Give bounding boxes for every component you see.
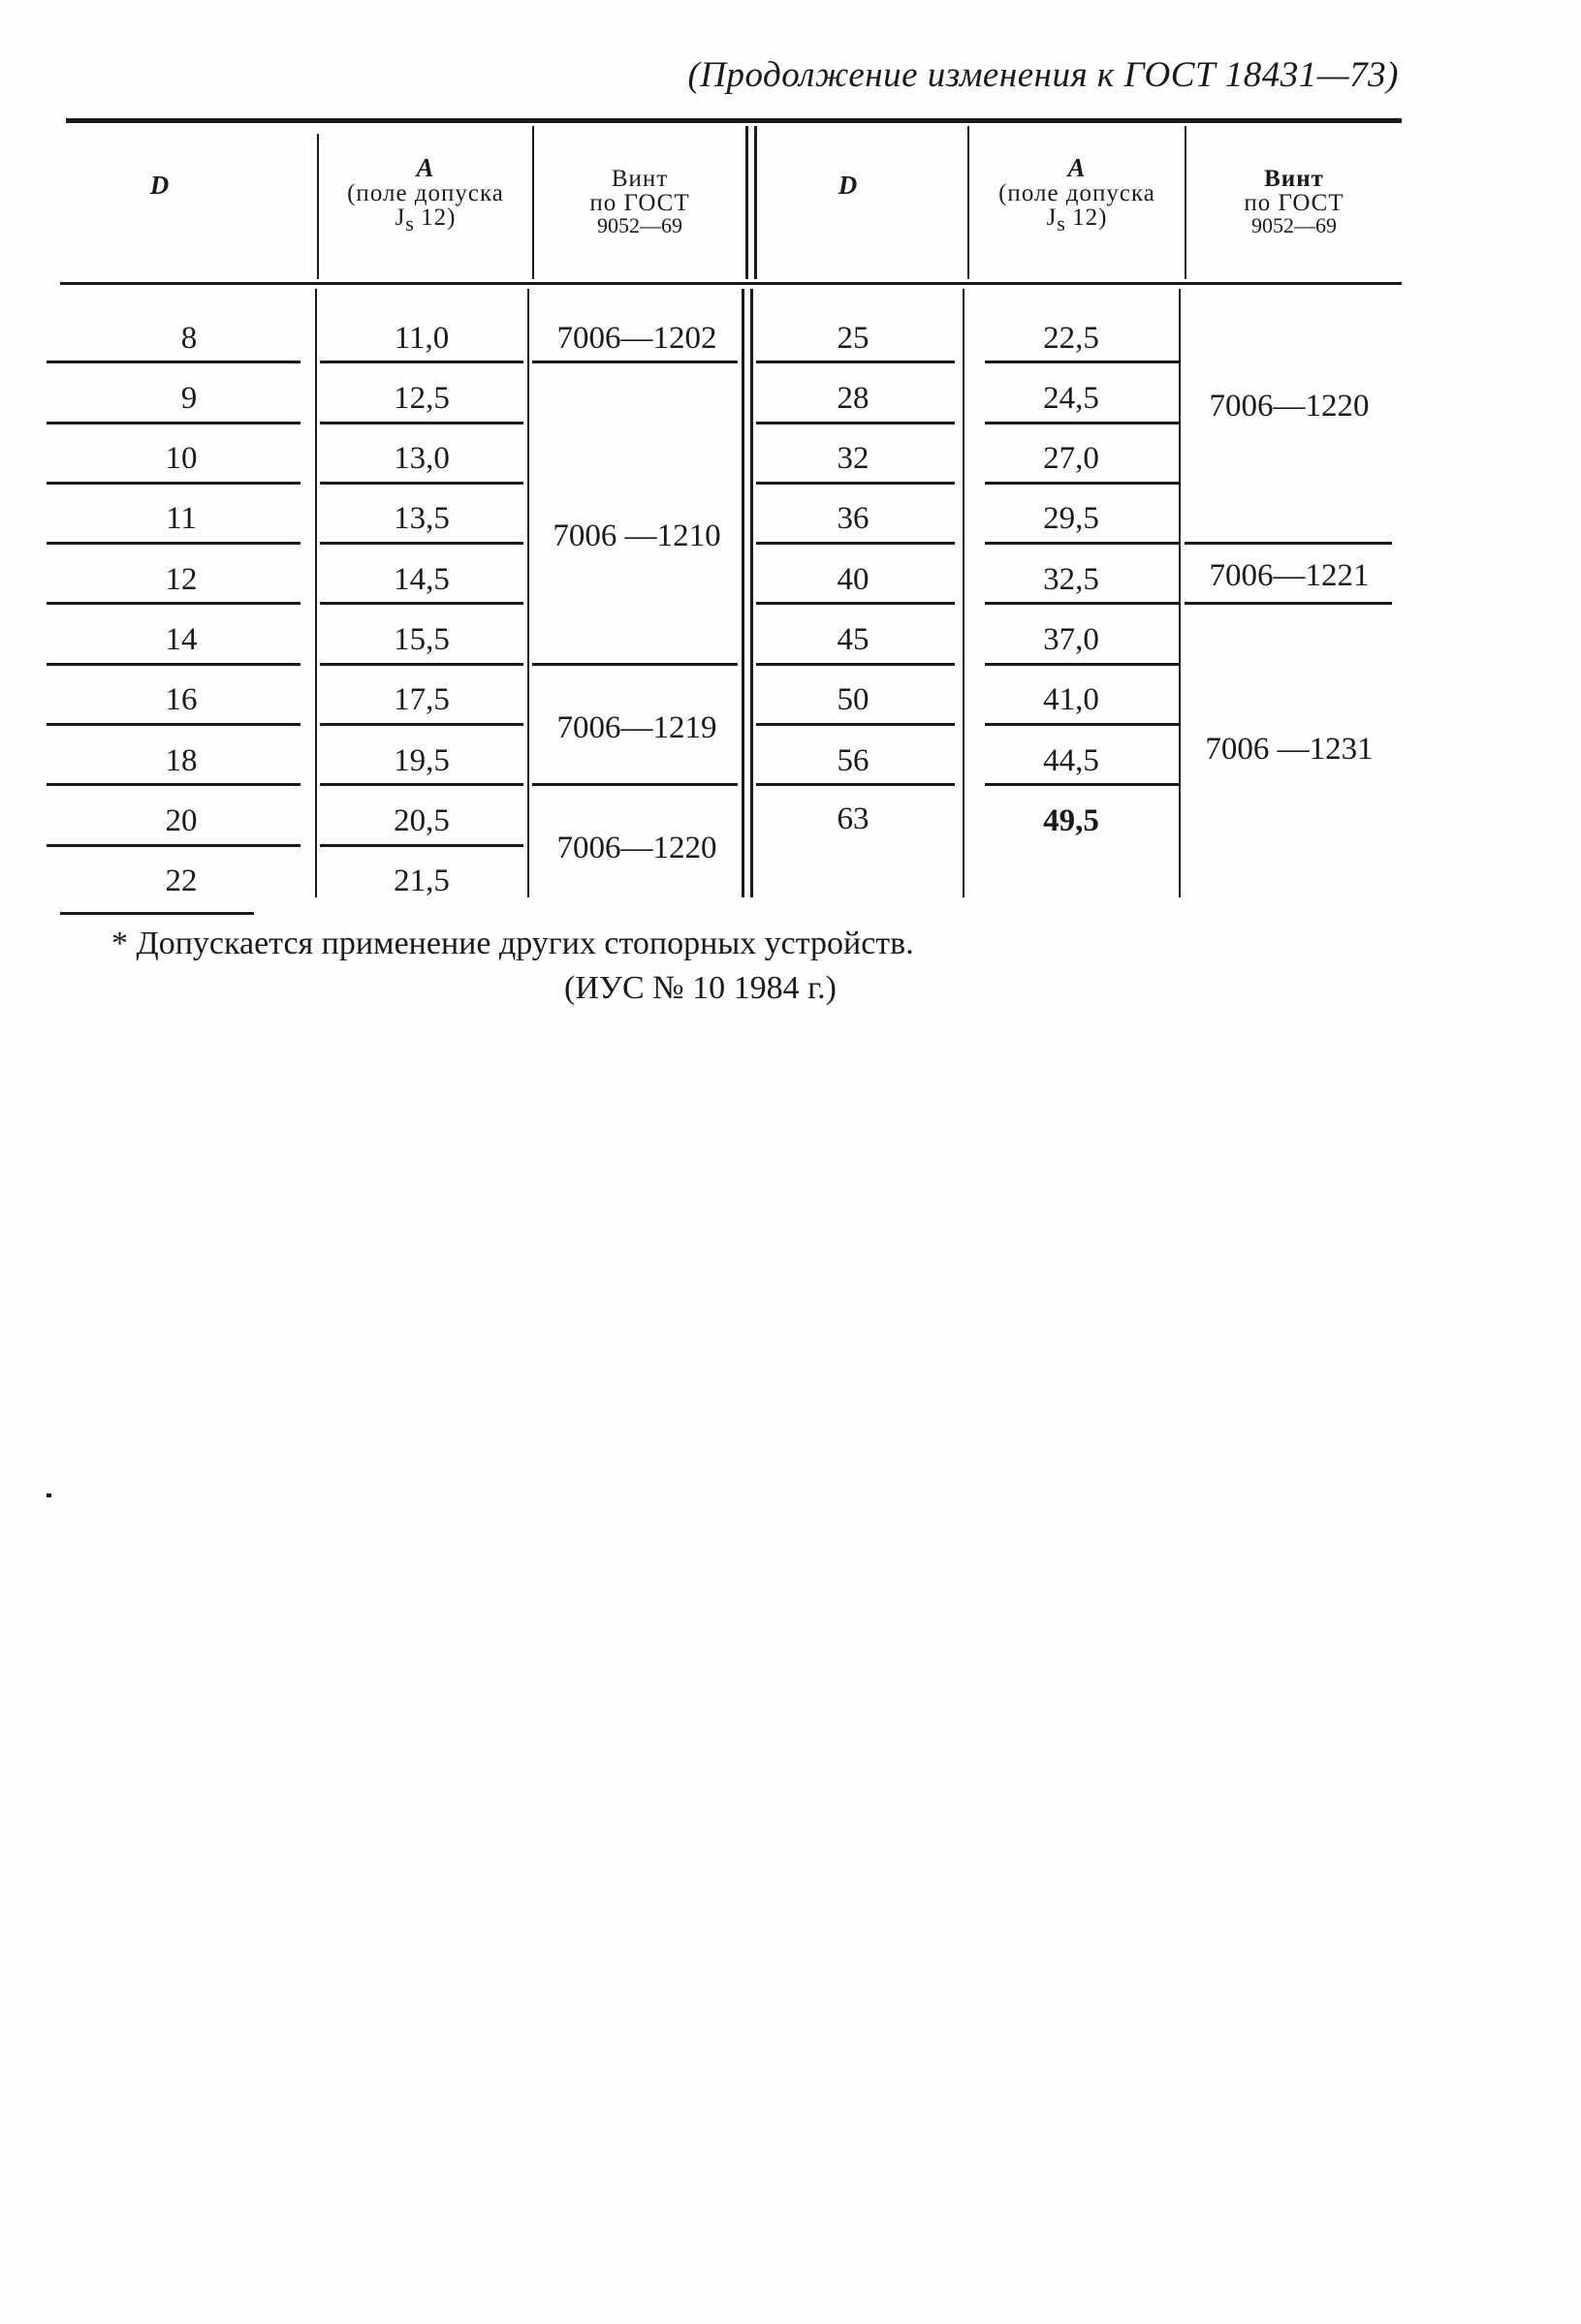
header-a-tolerance-right: (поле допуска xyxy=(998,180,1155,206)
cell-screw: 7006—1220 xyxy=(1209,389,1370,424)
cell-d: 12 xyxy=(165,562,198,597)
cell-a: 19,5 xyxy=(394,743,450,778)
js-symbol: J xyxy=(1046,204,1058,231)
cell-d: 10 xyxy=(165,441,198,476)
header-a-title-right: A xyxy=(1067,153,1087,182)
cell-a: 49,5 xyxy=(1043,803,1099,838)
cell-screw: 7006—1202 xyxy=(556,321,717,356)
header-screw-gost-right: по ГОСТ xyxy=(1244,190,1344,216)
header-screw-right xyxy=(1187,167,1401,236)
cell-screw: 7006—1221 xyxy=(1209,558,1370,593)
row-rule xyxy=(985,482,1179,485)
cell-d: 8 xyxy=(180,321,198,356)
row-rule xyxy=(47,482,300,485)
body-divider xyxy=(963,289,964,897)
row-rule xyxy=(756,361,955,363)
row-rule xyxy=(320,361,523,363)
cell-screw: 7006 —1231 xyxy=(1205,732,1374,767)
running-title: (Продолжение изменения к ГОСТ 18431—73) xyxy=(687,55,1399,95)
cell-d: 20 xyxy=(165,803,198,838)
cell-a: 44,5 xyxy=(1043,743,1099,778)
cell-d: 18 xyxy=(165,743,198,778)
cell-a: 21,5 xyxy=(394,864,450,898)
row-rule xyxy=(47,844,300,847)
header-a-right xyxy=(970,155,1184,235)
cell-d: 50 xyxy=(837,682,870,717)
row-rule xyxy=(985,723,1179,726)
header-bottom-rule xyxy=(60,282,1402,285)
row-rule xyxy=(756,663,955,666)
group-rule xyxy=(532,783,738,786)
body-divider xyxy=(1179,289,1181,897)
header-screw-gost: по ГОСТ xyxy=(589,190,690,216)
row-rule xyxy=(985,361,1179,363)
body-divider xyxy=(527,289,529,897)
cell-a: 22,5 xyxy=(1043,321,1099,356)
cell-d: 63 xyxy=(837,801,870,836)
header-screw-number-right: 9052—69 xyxy=(1251,213,1337,237)
header-a-title: A xyxy=(416,153,435,182)
row-rule xyxy=(47,663,300,666)
cell-d: 36 xyxy=(837,501,870,536)
group-rule xyxy=(532,663,738,666)
group-rule xyxy=(1185,602,1392,605)
row-rule xyxy=(47,602,300,605)
js-grade: 12) xyxy=(1072,204,1108,231)
cell-a: 27,0 xyxy=(1043,441,1099,476)
cell-screw: 7006—1220 xyxy=(556,831,717,865)
js-symbol: J xyxy=(395,204,406,231)
header-a xyxy=(320,155,531,235)
header-a-js-right xyxy=(970,205,1184,235)
cell-d: 11 xyxy=(166,501,197,536)
body-double-divider xyxy=(750,289,753,897)
table-bottom-rule xyxy=(60,912,254,915)
js-subscript: s xyxy=(1057,211,1065,236)
header-screw-number: 9052—69 xyxy=(597,213,682,237)
body-double-divider xyxy=(742,289,744,897)
cell-a: 20,5 xyxy=(394,803,450,838)
cell-d: 22 xyxy=(165,864,198,898)
cell-d: 14 xyxy=(165,622,198,657)
row-rule xyxy=(47,783,300,786)
cell-d: 45 xyxy=(837,622,870,657)
row-rule xyxy=(320,542,523,545)
row-rule xyxy=(320,602,523,605)
footnote-source: (ИУС № 10 1984 г.) xyxy=(564,970,837,1006)
row-rule xyxy=(320,844,523,847)
footnote-text: * Допускается применение других стопорных устройств. xyxy=(111,926,914,961)
speck xyxy=(47,1493,51,1497)
cell-a: 13,0 xyxy=(394,441,450,476)
header-screw xyxy=(535,167,744,236)
cell-d: 25 xyxy=(837,321,870,356)
cell-d: 28 xyxy=(837,381,870,416)
cell-d: 56 xyxy=(837,743,870,778)
cell-a: 41,0 xyxy=(1043,682,1099,717)
row-rule xyxy=(320,723,523,726)
row-rule xyxy=(985,783,1179,786)
row-rule xyxy=(756,422,955,424)
header-divider xyxy=(317,134,319,279)
cell-a: 12,5 xyxy=(394,381,450,416)
row-rule xyxy=(756,783,955,786)
row-rule xyxy=(320,663,523,666)
cell-a: 11,0 xyxy=(394,321,450,356)
js-grade: 12) xyxy=(421,204,457,231)
cell-d: 9 xyxy=(180,381,198,416)
cell-screw: 7006 —1210 xyxy=(553,518,721,553)
header-divider xyxy=(1185,126,1186,279)
row-rule xyxy=(756,542,955,545)
header-divider xyxy=(967,126,969,279)
group-rule xyxy=(532,361,738,363)
row-rule xyxy=(756,602,955,605)
row-rule xyxy=(47,422,300,424)
row-rule xyxy=(985,422,1179,424)
body-divider xyxy=(315,289,317,897)
row-rule xyxy=(47,723,300,726)
row-rule xyxy=(320,422,523,424)
cell-a: 32,5 xyxy=(1043,562,1099,597)
cell-a: 29,5 xyxy=(1043,501,1099,536)
header-double-divider xyxy=(745,126,748,279)
header-d-right: D xyxy=(838,171,859,200)
row-rule xyxy=(47,361,300,363)
cell-a: 14,5 xyxy=(394,562,450,597)
row-rule xyxy=(985,602,1179,605)
cell-a: 37,0 xyxy=(1043,622,1099,657)
header-screw-title: Винт xyxy=(611,166,669,192)
header-divider xyxy=(532,126,534,279)
group-rule xyxy=(1185,542,1392,545)
cell-a: 17,5 xyxy=(394,682,450,717)
table-top-rule xyxy=(66,118,1402,123)
cell-d: 16 xyxy=(165,682,198,717)
cell-screw: 7006—1219 xyxy=(556,710,717,745)
cell-d: 40 xyxy=(837,562,870,597)
cell-a: 15,5 xyxy=(394,622,450,657)
header-a-js xyxy=(320,205,531,235)
js-subscript: s xyxy=(405,211,414,236)
cell-a: 13,5 xyxy=(394,501,450,536)
header-a-tolerance: (поле допуска xyxy=(347,180,504,206)
row-rule xyxy=(47,542,300,545)
row-rule xyxy=(985,542,1179,545)
header-screw-title-right: Винт xyxy=(1264,166,1324,192)
row-rule xyxy=(756,482,955,485)
row-rule xyxy=(320,783,523,786)
row-rule xyxy=(756,723,955,726)
row-rule xyxy=(320,482,523,485)
cell-d: 32 xyxy=(837,441,870,476)
header-double-divider xyxy=(754,126,757,279)
header-d: D xyxy=(149,171,171,200)
row-rule xyxy=(985,663,1179,666)
cell-a: 24,5 xyxy=(1043,381,1099,416)
